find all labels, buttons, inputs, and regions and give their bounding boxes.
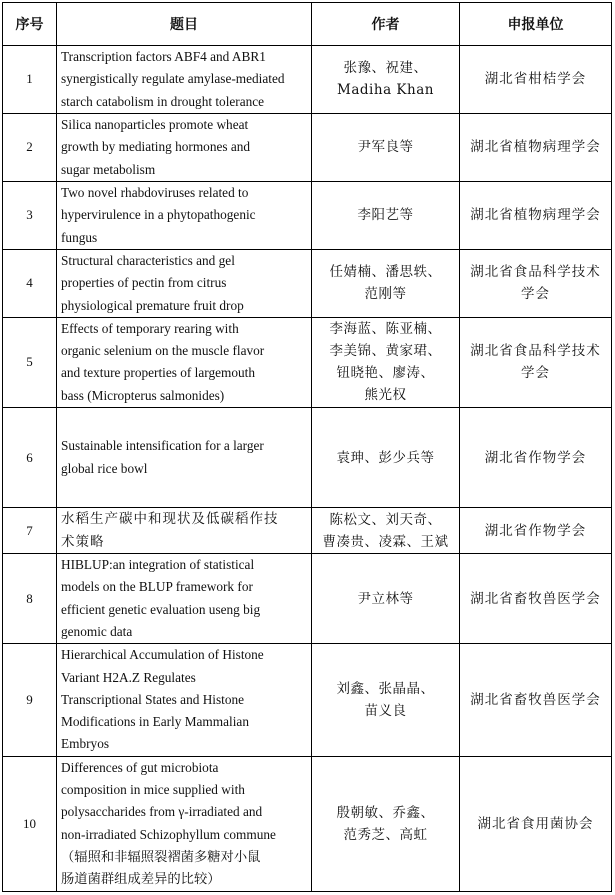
applicant-unit-cell — [460, 46, 612, 114]
author-cell — [312, 756, 460, 891]
title-line: Differences of gut microbiota — [61, 759, 219, 775]
table-row — [3, 554, 612, 644]
applicant-unit-cell — [460, 554, 612, 644]
applicant-unit-line: 湖北省食用菌协会 — [477, 815, 594, 832]
serial-number-cell: 7 — [3, 508, 57, 554]
header-title: 题目 — [57, 3, 312, 46]
author-line: 陈松文、刘天奇、 — [329, 511, 442, 528]
title-cell — [57, 317, 312, 407]
author-line: 钮晓艳、廖涛、 — [336, 365, 435, 382]
serial-number-cell: 1 — [3, 46, 57, 114]
applicant-unit-line: 学会 — [521, 365, 550, 382]
serial-number-cell: 6 — [3, 408, 57, 508]
title-line: composition in mice supplied with — [61, 782, 245, 798]
serial-number-cell: 10 — [3, 756, 57, 891]
table-row — [3, 113, 612, 181]
title-line: Two novel rhabdoviruses related to — [61, 184, 249, 200]
title-line: hypervirulence in a phytopathogenic — [61, 207, 256, 223]
author-cell — [312, 408, 460, 508]
applicant-unit-line: 湖北省作物学会 — [484, 449, 587, 466]
author-line: 熊光权 — [364, 387, 407, 404]
author-cell — [312, 508, 460, 554]
applicant-unit-line: 湖北省柑桔学会 — [484, 71, 587, 88]
author-line: 袁珅、彭少兵等 — [336, 449, 435, 466]
title-line: and texture properties of largemouth — [61, 365, 255, 381]
applicant-unit-cell — [460, 508, 612, 554]
serial-number-cell: 5 — [3, 317, 57, 407]
serial-number-cell: 2 — [3, 113, 57, 181]
title-line: growth by mediating hormones and — [61, 139, 251, 155]
table-row — [3, 408, 612, 508]
title-line: global rice bowl — [61, 460, 148, 476]
title-line: HIBLUP:an integration of statistical — [61, 557, 255, 573]
title-line: sugar metabolism — [61, 161, 156, 177]
title-line: organic selenium on the muscle flavor — [61, 343, 265, 359]
applicant-unit-line: 湖北省食品科学技术 — [470, 264, 601, 281]
applicant-unit-cell — [460, 408, 612, 508]
applicant-unit-line: 学会 — [521, 286, 550, 303]
table-row — [3, 756, 612, 891]
title-line: efficient genetic evaluation useng big — [61, 601, 261, 617]
author-line: 苗义良 — [364, 703, 407, 719]
title-line: non-irradiated Schizophyllum commune — [61, 826, 276, 842]
applicant-unit-cell — [460, 113, 612, 181]
author-cell — [312, 46, 460, 114]
title-line: Transcription factors ABF4 and ABR1 — [61, 49, 266, 64]
applicant-unit-cell — [460, 644, 612, 756]
title-line: Structural characteristics and gel — [61, 252, 235, 268]
header-author: 作者 — [312, 3, 460, 46]
title-line: properties of pectin from citrus — [61, 275, 227, 291]
applicant-unit-line: 湖北省食品科学技术 — [470, 343, 601, 360]
table-row — [3, 46, 612, 114]
title-line: bass (Micropterus salmonides) — [61, 387, 225, 403]
serial-number-cell: 8 — [3, 554, 57, 644]
table-row — [3, 181, 612, 249]
author-line: 任婧楠、潘思轶、 — [329, 264, 442, 281]
author-cell — [312, 554, 460, 644]
author-line: 范秀芝、高虹 — [343, 826, 428, 843]
table-row — [3, 508, 612, 554]
title-line: 术策略 — [61, 533, 105, 550]
author-line: 殷朝敏、乔鑫、 — [336, 804, 435, 821]
title-cell — [57, 756, 312, 891]
title-line: 水稻生产碳中和现状及低碳稻作技 — [61, 511, 279, 528]
title-line: fungus — [61, 229, 98, 245]
award-table — [2, 2, 612, 892]
header-applicant-unit: 申报单位 — [460, 3, 612, 46]
author-line: 尹军良等 — [357, 139, 414, 156]
title-cell — [57, 554, 312, 644]
title-line: synergistically regulate amylase-mediated — [61, 71, 285, 87]
serial-number-cell: 3 — [3, 181, 57, 249]
applicant-unit-line: 湖北省畜牧兽医学会 — [470, 692, 601, 708]
author-line: Madiha Khan — [337, 82, 434, 99]
applicant-unit-cell — [460, 249, 612, 317]
title-line: physiological premature fruit drop — [61, 297, 244, 313]
title-line: starch catabolism in drought tolerance — [61, 93, 265, 109]
applicant-unit-line: 湖北省植物病理学会 — [470, 139, 601, 156]
award-list-document — [2, 2, 612, 892]
author-line: 李海蓝、陈亚楠、 — [329, 321, 442, 338]
author-line: 曹凑贵、凌霖、王斌 — [322, 533, 449, 550]
title-cell — [57, 508, 312, 554]
applicant-unit-line: 湖北省作物学会 — [484, 522, 587, 539]
author-line: 范刚等 — [364, 286, 407, 303]
applicant-unit-line: 湖北省畜牧兽医学会 — [470, 590, 601, 607]
author-cell — [312, 181, 460, 249]
author-line: 李阳艺等 — [357, 207, 414, 224]
title-line: （辐照和非辐照裂褶菌多糖对小鼠 — [61, 848, 261, 864]
applicant-unit-line: 湖北省植物病理学会 — [470, 207, 601, 224]
title-line: Transcriptional States and Histone — [61, 691, 245, 707]
author-line: 尹立林等 — [357, 590, 414, 607]
title-line: Silica nanoparticles promote wheat — [61, 116, 249, 132]
title-cell — [57, 408, 312, 508]
title-line: Hierarchical Accumulation of Histone — [61, 647, 264, 663]
table-row — [3, 644, 612, 756]
serial-number-cell: 4 — [3, 249, 57, 317]
applicant-unit-cell — [460, 181, 612, 249]
title-line: models on the BLUP framework for — [61, 579, 253, 595]
author-cell — [312, 249, 460, 317]
author-cell — [312, 317, 460, 407]
table-row — [3, 317, 612, 407]
applicant-unit-cell — [460, 317, 612, 407]
author-line: 李美锦、黄家珺、 — [329, 343, 442, 360]
title-cell — [57, 644, 312, 756]
title-line: Sustainable intensification for a larger — [61, 438, 264, 454]
title-line: Embryos — [61, 736, 110, 752]
title-line: Effects of temporary rearing with — [61, 320, 239, 336]
title-cell — [57, 46, 312, 114]
title-line: Modifications in Early Mammalian — [61, 714, 249, 730]
title-cell — [57, 113, 312, 181]
serial-number-cell: 9 — [3, 644, 57, 756]
table-row — [3, 249, 612, 317]
title-cell — [57, 249, 312, 317]
header-serial-number: 序号 — [3, 3, 57, 46]
author-line: 张豫、祝建、 — [343, 60, 428, 77]
title-line: Variant H2A.Z Regulates — [61, 669, 196, 685]
author-cell — [312, 113, 460, 181]
applicant-unit-cell — [460, 756, 612, 891]
title-line: genomic data — [61, 623, 133, 639]
title-cell — [57, 181, 312, 249]
title-line: polysaccharides from γ-irradiated and — [61, 804, 263, 820]
header-row — [3, 3, 612, 46]
title-line: 肠道菌群组成差异的比较） — [61, 871, 221, 887]
author-cell — [312, 644, 460, 756]
author-line: 刘鑫、张晶晶、 — [336, 681, 435, 697]
